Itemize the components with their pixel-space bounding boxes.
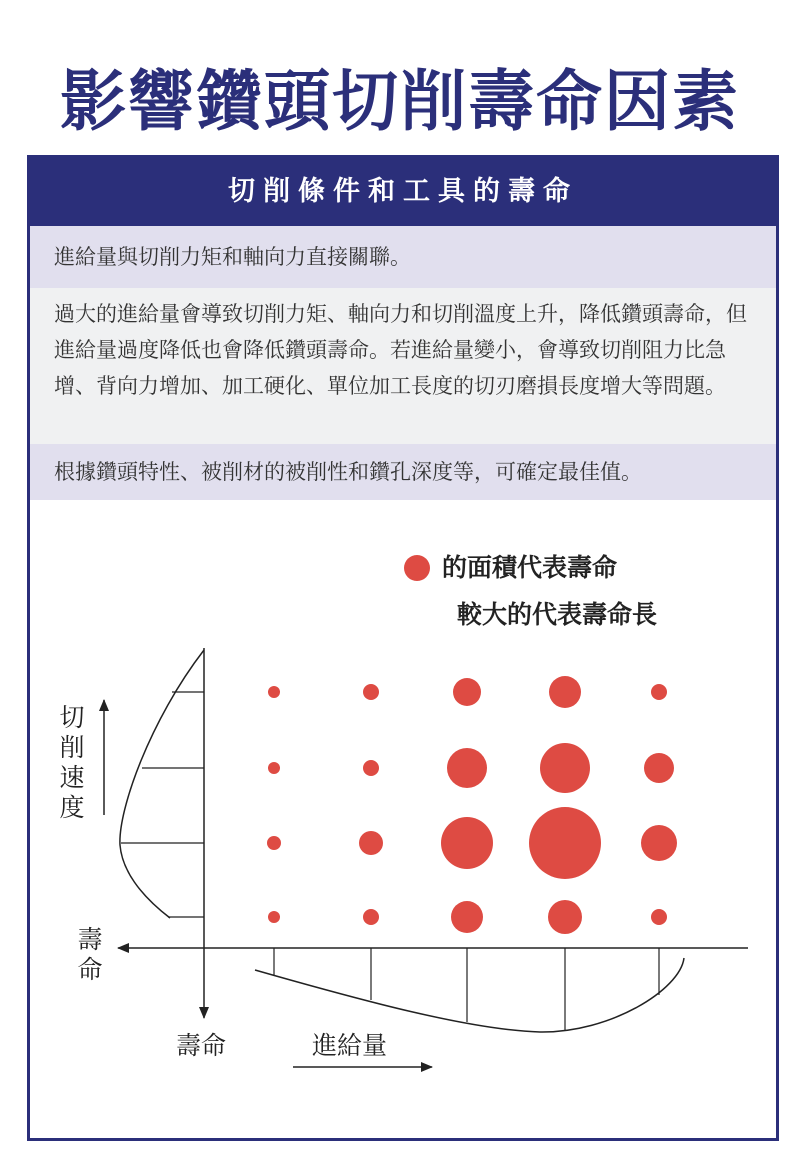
life-dot [549,676,581,708]
feed-speed-life-diagram [0,342,800,1142]
life-dot [363,684,379,700]
life-dot [359,831,383,855]
page-title: 影響鑽頭切削壽命因素 [60,63,740,140]
life-dot [644,753,674,783]
life-dot [651,909,667,925]
feed-life-curve [255,958,684,1032]
paragraph-feed-relation: 進給量與切削力矩和軸向力直接關聯。 [30,226,776,288]
life-dots [267,676,677,934]
life-dot [447,748,487,788]
life-dot [363,760,379,776]
life-dot [268,686,280,698]
life-dot [453,678,481,706]
paragraph-feed-effects: 過大的進給量會導致切削力矩、軸向力和切削溫度上升，降低鑽頭壽命，但進給量過度降低也會降低鑽頭壽命。若進給量變小，會導致切削阻力比急增、背向力增加、加工硬化、單位加工長度的切刃磨損長度增大等問題。 [30,288,776,444]
bottom-life-label: 壽命 [176,1031,227,1060]
life-dot [267,836,281,850]
life-dot [268,762,280,774]
left-life-label: 壽命 [77,925,103,984]
legend-dot-icon [404,555,430,581]
legend-line-1: 的面積代表壽命 [442,553,618,582]
life-dot [651,684,667,700]
legend-line-2: 較大的代表壽命長 [457,600,658,629]
life-dot [548,900,582,934]
life-dot [363,909,379,925]
y-axis-label: 切削速度 [59,703,85,822]
panel-header: 切削條件和工具的壽命 [30,158,776,226]
life-dot [540,743,590,793]
life-dot [441,817,493,869]
x-axis-label: 進給量 [312,1031,388,1060]
paragraph-optimum: 根據鑽頭特性、被削材的被削性和鑽孔深度等，可確定最佳值。 [30,444,776,500]
life-dot [641,825,677,861]
life-dot [529,807,601,879]
life-dot [268,911,280,923]
life-dot [451,901,483,933]
speed-life-curve [120,650,204,918]
